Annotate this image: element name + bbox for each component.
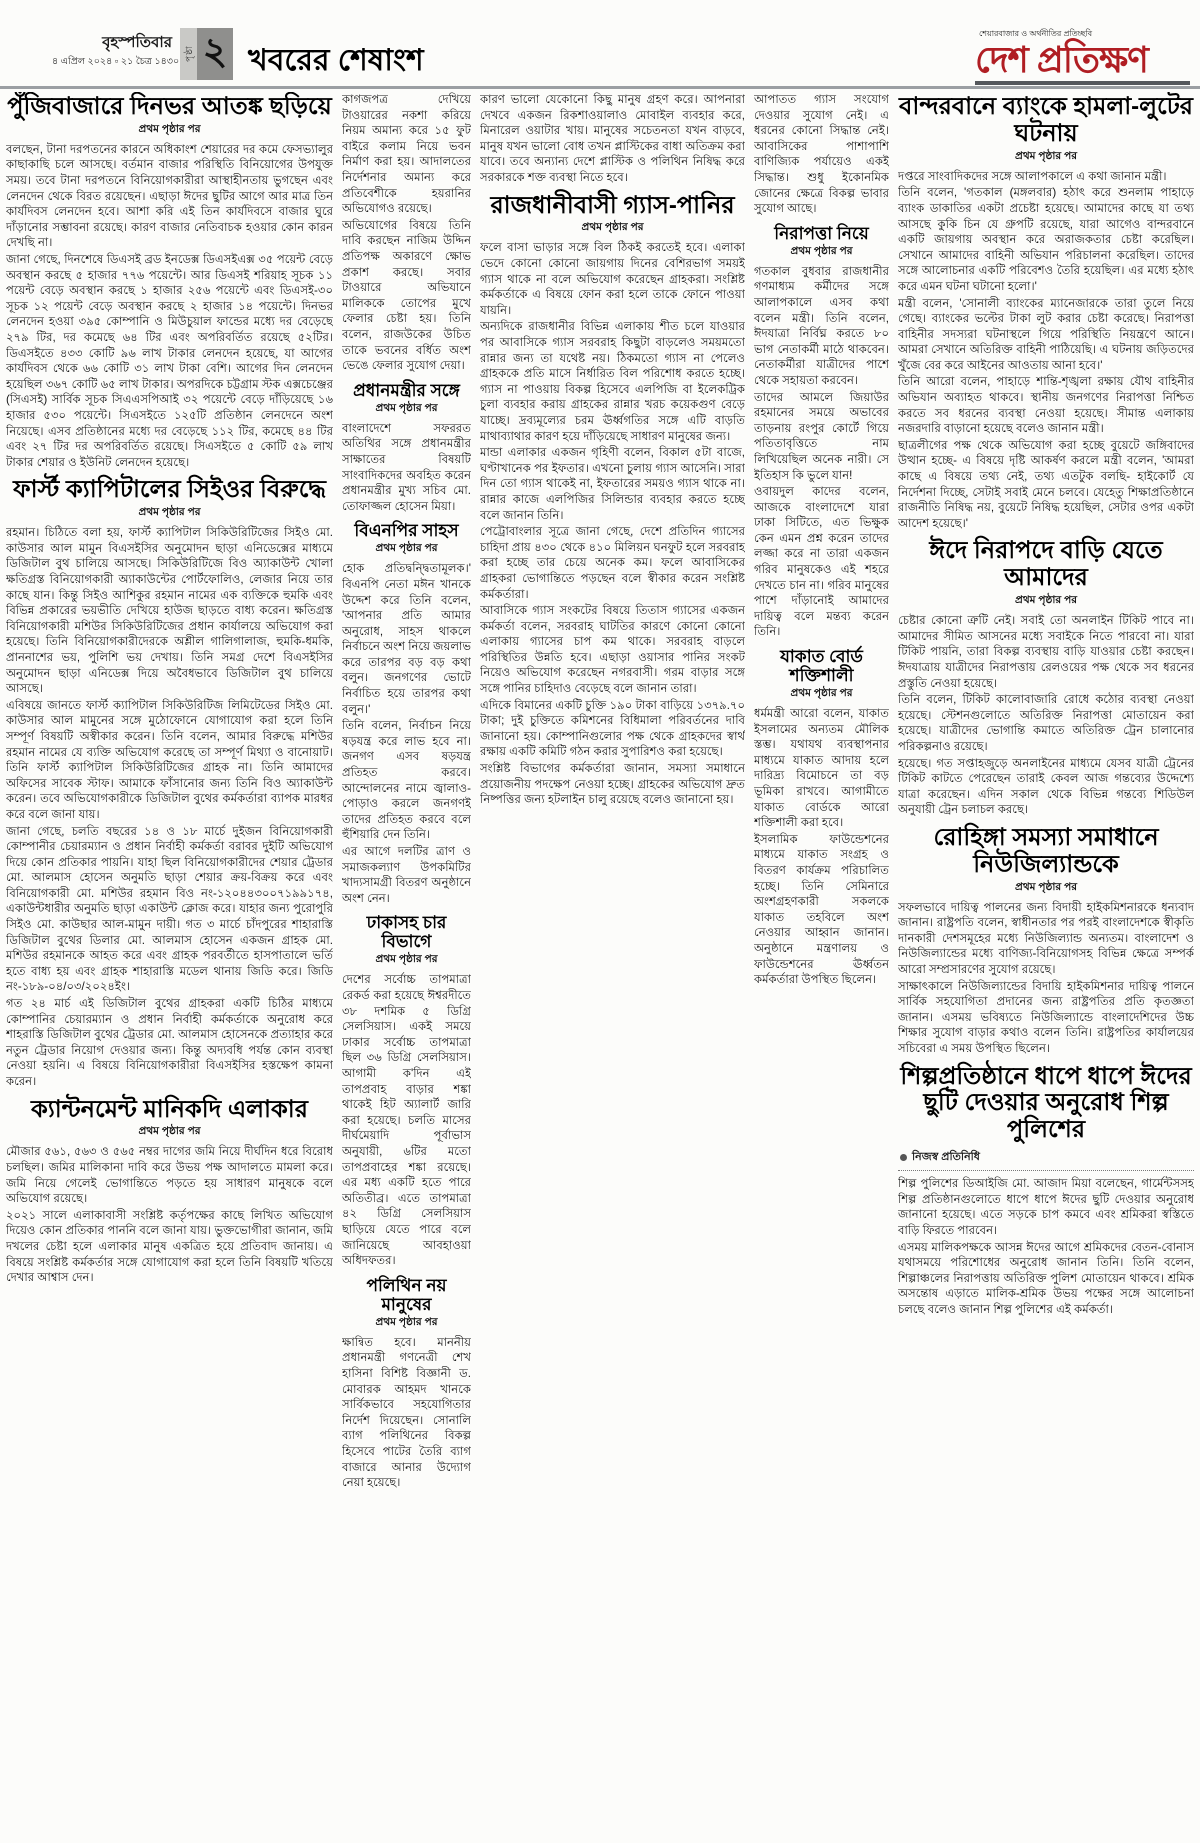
story-body (342, 1335, 471, 1491)
story-paragraph: আবাসিকে গ্যাস সংকটের বিষয়ে তিতাস গ্যাসের একজন কর্মকর্তা বলেন, সরবরাহ ঘাটতির কারণে কোনো কোনো এলাকায় গ্যাসের চাপ কম থাকে। সরবরাহ বাড়লে পরিস্থিতির উন্নতি হবে। এছাড়া ওয়াসার পানির সংকট নিয়েও অভিযোগ করেছেন নগরবাসী। গরম বাড়ার সঙ্গে সঙ্গে পানির চাহিদাও বেড়েছে বলে জানান তারা। (480, 604, 745, 696)
story-paragraph: জানা গেছে, চলতি বছরের ১৪ ও ১৮ মার্চে দুইজন বিনিয়োগকারী কোম্পানীর চেয়ারম্যান ও প্রধান নির্বাহী কর্মকর্তা বরাবর দুইটি অভিযোগ দিয়ে কোন প্রতিকার পায়নি। যাহা ছিল বিনিয়োগকারীদের শেয়ার ট্রেডার মো. আলমাস হোসেন অনুমতি ছাড়া শেয়ার ক্রয়-বিক্রয় করে এবং বিনিয়োগকারী মো. মশিউর রহমান বিও নং-১২০৪৪৩০০৭১৯৯১৭৪, একাউন্টধারীর অনুমতি ছাড়া একাউন্ট ক্লোজ করে। যাহার জন্য পুরোপুরি সিইও মো. কাউছার আল-মামুন দায়ী। গত ৩ মার্চে চাঁদপুরের শাহারাস্তি ডিজিটাল বুথের ডিলার মো. আলমাস হোসেন একজন গ্রাহক মো. মশিউর রহমানকে আহত করে এবং গ্রাহক পরবর্তীতে হাসপাতালে ভর্তি হতে বাধ্য হয় এবং গ্রাহক শাহারাস্তি মডেল থানায় জিডি করে। জিডি নং-১৮৯-০৪/০৩/২০২৪ইং। (6, 824, 333, 994)
continued-from-front-page-label: প্রথম পৃষ্ঠার পর (375, 401, 438, 414)
story-paragraph: এবিষয়ে জানতে ফার্স্ট ক্যাপিটাল সিকিউরিটিজ লিমিটেডের সিইও মো. কাউসার আল মামুনের সঙ্গে মুঠোফোনে যোগাযোগ করা হলে তিনি সম্পূর্ণ বিষয়টি অস্বীকার করেন। তিনি বলেন, আমার বিরুদ্ধে মশিউর রহমান নামের যে ব্যক্তি অভিযোগ করেছে তা সম্পূর্ণ মিথ্যা ও বানোয়াট। তিনি ফার্স্ট ক্যাপিটাল সিকিউরিটিজের গ্রাহক না। তিনি আমাদের অফিসের সাবেক স্টাফ। আমাকে ফাঁসানোর জন্য তিনি বিও অ্যাকাউন্ট করেন। তবে অভিযোগকারীকে ডিজিটাল বুথের কর্মকর্তারা ব্যাপক মারধর করে বলে জানা যায়। (6, 698, 333, 821)
page-number-tab (180, 28, 233, 80)
story-paragraph: এর আগে দলটির ত্রাণ ও সমাজকল্যাণ উপকমিটির খাদ্যসামগ্রী বিতরণ অনুষ্ঠানে অংশ নেন। (342, 845, 471, 905)
story-paragraph: ধর্মমন্ত্রী আরো বলেন, যাকাত ইসলামের অন্যতম মৌলিক স্তম্ভ। যথাযথ ব্যবস্থাপনার মাধ্যমে যাকাত আদায় হলে দারিদ্র্য বিমোচনে তা বড় ভূমিকা রাখবে। আগামীতে যাকাত বোর্ডকে আরো শক্তিশালী করা হবে। (754, 707, 889, 830)
story-headline: পুঁজিবাজারে দিনভর আতঙ্ক ছড়িয়ে (7, 93, 332, 120)
story-paragraph: এসময় মালিকপক্ষকে আসন্ন ঈদের আগে শ্রমিকদের বেতন-বোনাস যথাসময়ে পরিশোধের অনুরোধ জানান তিনি। তিনি বলেন, শিল্পাঞ্চলের নিরাপত্তায় অতিরিক্ত পুলিশ মোতায়েন থাকবে। শ্রমিক অসন্তোষ এড়াতে মালিক-শ্রমিক উভয় পক্ষের সঙ্গে আলোচনা চলছে বলেও জানান শিল্প পুলিশের এই কর্মকর্তা। (898, 1240, 1194, 1316)
story-headline: বান্দরবানে ব্যাংকে হামলা-লুটের ঘটনায় (899, 93, 1193, 147)
byline-bullet-icon (900, 1154, 907, 1161)
story (754, 647, 889, 988)
masthead-logo: দেশ প্রতিক্ষণ (975, 39, 1148, 80)
story (898, 538, 1194, 817)
masthead-underline (975, 81, 1190, 85)
page-tab-label: পৃষ্ঠা (180, 28, 197, 80)
story (6, 1097, 333, 1286)
story-body (6, 142, 333, 470)
story-paragraph: ছাত্রলীগের পক্ষ থেকে অভিযোগ করা হচ্ছে বুয়েটে জঙ্গিবাদের উত্থান হচ্ছে- এ বিষয়ে দৃষ্টি আকর্ষণ করলে মন্ত্রী বলেন, 'আমরা কাছে এ বিষয়ে তথ্য নেই, তথ্য এতটুক বলছি- হাইকোর্ট যে নির্দেশনা দিচ্ছে, সেটাই সবাই মেনে চলবে। যেহেতু শিক্ষাপ্রতিষ্ঠানে রাজনীতি নিষিদ্ধ নয়, বুয়েটে নিষিদ্ধ হয়েছিল, সেটার ওপর একটা আদেশ হয়েছে।' (898, 438, 1194, 530)
story-body (754, 706, 889, 988)
continued-from-front-page-label: প্রথম পৃষ্ঠার পর (581, 221, 644, 234)
section-title: খবরের শেষাংশ (248, 44, 424, 77)
story-paragraph: কারণ ভালো যেকোনো কিছু মানুষ গ্রহণ করে। আপনারা দেখবে একজন রিকশাওয়ালাও মোবাইল ব্যবহার করে, মিনারেল ওয়াটার খায়। মানুষের সচেতনতা যখন বাড়বে, মানুষ যখন ভালো বোধ তখন প্লাস্টিকের বাধা অতিক্রম করা যাবে। তবে অন্যান্য দেশে প্লাস্টিক ও পলিথিন নিষিদ্ধ করে সরকারকে শক্ত ব্যবস্থা নিতে হবে। (480, 93, 745, 184)
story-paragraph: দেশের সর্বোচ্চ তাপমাত্রা রেকর্ড করা হয়েছে ঈশ্বরদীতে ৩৮ দশমিক ৫ ডিগ্রি সেলসিয়াস। একই সময়ে ঢাকার সর্বোচ্চ তাপমাত্রা ছিল ৩৬ ডিগ্রি সেলসিয়াস। আগামী ক'দিন এই তাপপ্রবাহ বাড়ার শঙ্কা থাকেই হিট অ্যালার্ট জারি করা হয়েছে। চলতি মাসের দীর্ঘমেয়াদি পূর্বাভাস অনুযায়ী, ৬টির মতো তাপপ্রবাহের শঙ্কা রয়েছে। এর মধ্য একটি হতে পারে অতিতীব্র। এতে তাপমাত্রা ৪২ ডিগ্রি সেলসিয়াস ছাড়িয়ে যেতে পারে বলে জানিয়েছে আবহাওয়া অধিদফতর। (342, 973, 471, 1268)
story-headline: নিরাপত্তা নিয়ে (774, 223, 869, 243)
masthead-tagline: শেয়ারবাজার ও অর্থনীতির প্রতিচ্ছবি (979, 29, 1093, 38)
story-body (898, 613, 1194, 818)
reporter-label: নিজস্ব প্রতিনিধি (912, 1151, 980, 1164)
story-body (898, 169, 1194, 532)
date-block (52, 34, 180, 70)
story-paragraph: মান্ডা এলাকার একজন গৃহিণী বলেন, বিকাল ৫টা বাজে, ঘণ্টাখানেক পর ইফতার। এখনো চুলায় গ্যাস আসেনি। সারা দিন তো গ্যাস থাকেই না, ইফতারের সময়ও গ্যাস থাকে না। রান্নার কাজে এলপিজির সিলিন্ডার ব্যবহার করতে হচ্ছে বলে জানান তিনি। (480, 446, 745, 522)
continued-from-front-page-label: প্রথম পৃষ্ঠার পর (790, 687, 853, 700)
story-headline: শিল্পপ্রতিষ্ঠানে ধাপে ধাপে ঈদের ছুটি দেওয়ার অনুরোধ শিল্প পুলিশের (900, 1062, 1192, 1144)
story-paragraph: জানা গেছে, দিনশেষে ডিএসই ব্রড ইনডেক্স ডিএসইএক্স ৩৫ পয়েন্ট বেড়ে অবস্থান করছে ৫ হাজার ৭৭৬ পয়েন্টে। আর ডিএসই শরিয়াহ সূচক ১১ পয়েন্ট বেড়ে অবস্থান করছে ১ হাজার ২৫৬ পয়েন্টে এবং ডিএসই-৩০ সূচক ১২ পয়েন্ট বেড়ে অবস্থান করছে ২ হাজার ১৪ পয়েন্টে। দিনভর লেনদেন হওয়া ৩৯৫ কোম্পানি ও মিউচুয়াল ফান্ডের মধ্যে দর বেড়েছে ২৭৯ টির, দর কমেছে ৬৪ টির এবং অপরিবর্তিত রয়েছে ৫২টির। ডিএসইতে ৪৩৩ কোটি ৯৬ লাখ টাকার লেনদেন হয়েছে, যা আগের কার্যদিবস থেকে ৬৬ কোটি ৩১ লাখ টাকা বেশি। আগের দিন লেনদেন হয়েছিল ৩৬৭ কোটি ৬৫ লাখ টাকার। অপরদিকে চট্টগ্রাম স্টক এক্সচেঞ্জের (সিএসই) সার্বিক সূচক সিএএসপিআই ৩২ পয়েন্টে বেড়ে দাঁড়িয়েছে ১৬ হাজার ৫৩০ পয়েন্টে। সিএসইতে ১২৫টি প্রতিষ্ঠান লেনদেনে অংশ নিয়েছে। এসব প্রতিষ্ঠানের মধ্যে দর বেড়েছে ১১২ টির, কমেছে ৪৪ টির এবং ২৭ টির দর অপরিবর্তিত রয়েছে। সিএসইতে ৫ কোটি ৫৯ লাখ টাকার শেয়ার ও ইউনিট লেনদেন হয়েছে। (6, 253, 333, 469)
story (898, 825, 1194, 1057)
story-paragraph: শিল্প পুলিশের ডিআইজি মো. আজাদ মিয়া বলেছেন, গার্মেন্টসসহ শিল্প প্রতিষ্ঠানগুলোতে ধাপে ধাপে ঈদের ছুটি দেওয়ার অনুরোধ জানানো হয়েছে। এতে সড়কে চাপ কমবে এবং শ্রমিকরা স্বস্তিতে বাড়ি ফিরতে পারবেন। (898, 1177, 1194, 1237)
date-line: ৪ এপ্রিল ২০২৪ ▫ ২১ চৈত্র ১৪৩০ (52, 56, 180, 67)
story-headline: যাকাত বোর্ড শক্তিশালী (780, 647, 863, 686)
story-paragraph: তিনি বলেন, 'গতকাল (মঙ্গলবার) হঠাৎ করে শুনলাম পাহাড়ে ব্যাংক ডাকাতির একটা প্রচেষ্টা হয়েছে। আমাদের কাছে যা তথ্য আসছে কুকি চিন যে গ্রুপটি রয়েছে, যারা আগেও বান্দরবানে একটি জায়গায় অবস্থান করে অরাজকতার চেষ্টা করেছিল। সেখানে আমাদের বাহিনী অভিযান পরিচালনা করেছিল। তাদের সঙ্গে আলোচনার একটি পরিবেশও তৈরি হয়েছিল। এর মধ্যে হঠাৎ করে এমন ঘটনা ঘটানো হলো।' (898, 186, 1194, 293)
continuation-text (754, 92, 889, 217)
story-headline: ক্যান্টনমেন্ট মানিকদি এলাকার (31, 1095, 308, 1123)
masthead (975, 28, 1190, 85)
story-paragraph: তিনি আরো বলেন, পাহাড়ে শান্তি-শৃঙ্খলা রক্ষায় যৌথ বাহিনীর অভিযান অব্যাহত থাকবে। স্থানীয় জনগণের নিরাপত্তা নিশ্চিত করতে সব ধরনের ব্যবস্থা নেওয়া হয়েছে। সীমান্ত এলাকায় নজরদারি বাড়ানো হয়েছে বলেও জানান মন্ত্রী। (898, 375, 1194, 436)
page-header (0, 28, 1200, 86)
continuation-text (342, 92, 471, 374)
story-paragraph: আপাতত গ্যাস সংযোগ দেওয়ার সুযোগ নেই। এ ধরনের কোনো সিদ্ধান্ত নেই। আবাসিকের পাশাপাশি বাণিজ্যিক পর্যায়েও একই সিদ্ধান্ত। শুধু ইকোনমিক জোনের ক্ষেত্রে বিকল্প ভাবার সুযোগ আছে। (754, 93, 889, 216)
story-paragraph: ক্ষান্বিত হবে। মাননীয় প্রধানমন্ত্রী গণনেত্রী শেখ হাসিনা বিশিষ্ট বিজ্ঞানী ড. মোবারক আহমদ খানকে সার্বিকভাবে সহযোগিতার নির্দেশ দিয়েছেন। সোনালি ব্যাগ পলিথিনের বিকল্প হিসেবে পাটের তৈরি ব্যাগ বাজারে আনার উদ্যোগ নেয়া হয়েছে। (342, 1335, 471, 1490)
column-2 (342, 92, 471, 1843)
continued-from-front-page-label: প্রথম পৃষ্ঠার পর (138, 1125, 201, 1138)
story-body (342, 561, 471, 906)
story-paragraph: এদিকে বিমানের একটি চুক্তি ১৯০ টাকা বাড়িয়ে ১৩৭৯.৭০ টাকা; দুই চুক্তিতে কমিশনের বিধিমালা পরিবর্তনের দাবি জানানো হয়। কোম্পানিগুলোর পক্ষ থেকে গ্রাহকদের স্বার্থ রক্ষায় একটি কমিটি গঠন করার সুপারিশও করা হয়েছে। (480, 698, 745, 759)
story-headline: ঢাকাসহ চার বিভাগে (366, 913, 447, 952)
continued-from-front-page-label: প্রথম পৃষ্ঠার পর (138, 506, 201, 519)
continued-from-front-page-label: প্রথম পৃষ্ঠার পর (1015, 880, 1077, 893)
story-paragraph: অভিযোগের বিষয়ে তিনি দাবি করছেন নাজিম উদ্দিন প্রতিপক্ষ অকারণে ক্ষোভ প্রকাশ করছে। সবার টাওয়ারে অভিযানে মালিককে তোপের মুখে ফেলার চেষ্টা হয়। তিনি বলেন, রাজউকের উচিত তাকে ভবনের বর্ধিত অংশ ভেঙে ফেলার সুযোগ দেয়া। (342, 218, 471, 373)
story-paragraph: তিনি বলেন, নির্বাচন নিয়ে ষড়যন্ত্র করে লাভ হবে না। জনগণ এসব ষড়যন্ত্র প্রতিহত করবে। আন্দোলনের নামে জ্বালাও-পোড়াও করলে জনগণই তাদের প্রতিহত করবে বলে হুঁশিয়ারি দেন তিনি। (342, 719, 471, 842)
continued-from-front-page-label: প্রথম পৃষ্ঠার পর (790, 244, 853, 257)
header-rule (0, 86, 1200, 89)
story-body (6, 525, 333, 1089)
story-paragraph: গতকাল বুধবার রাজধানীর গণমাধ্যম কর্মীদের সঙ্গে আলাপকালে এসব কথা বলেন মন্ত্রী। তিনি বলেন, ঈদযাত্রা নির্বিঘ্ন করতে ৮০ ভাগ নেতাকর্মী মাঠে থাকবেন। নেতাকর্মীরা যাত্রীদের পাশে থেকে সহায়তা করবেন। (754, 264, 889, 387)
story-paragraph: ওবায়দুল কাদের বলেন, আজকে বাংলাদেশে যারা ঢাকা সিটিতে, এত ভিক্ষুক কেন এমন প্রশ্ন করেন তাদের লজ্জা করে না তারা একজন গরিব মানুষকেও এই শহরে দেখতে চান না। গরিব মানুষের পাশে দাঁড়ানোই আমাদের দায়িত্ব বলে মন্তব্য করেন তিনি। (754, 485, 889, 639)
story-paragraph: তাদের আমলে জিয়াউর রহমানের সময়ে অভাবের তাড়নায় রংপুর কোর্টে গিয়ে পতিতাবৃত্তিতে নাম লিখিয়েছিল অনেক নারী। সে ইতিহাস কি ভুলে যান! (754, 390, 889, 482)
story (342, 381, 471, 515)
continued-from-front-page-label: প্রথম পৃষ্ঠার পর (375, 542, 438, 555)
story-paragraph: ফলে বাসা ভাড়ার সঙ্গে বিল ঠিকই করতেই হবে। এলাকা ভেদে কোনো কোনো জায়গায় দিনের বেশিরভাগ সময়ই গ্যাস থাকে না বলে অভিযোগ করেছেন গ্রাহকরা। সংশ্লিষ্ট কর্মকর্তাকে এ বিষয়ে ফোন করা হলে তাকে ফোনে পাওয়া যায়নি। (480, 241, 745, 317)
story-paragraph: মন্ত্রী বলেন, 'সোনালী ব্যাংকের ম্যানেজারকে তারা তুলে নিয়ে গেছে। ব্যাংকের ভল্টের টাকা লুট করার চেষ্টা করেছে। নিরাপত্তা বাহিনীর সদস্যরা ঘটনাস্থলে গিয়ে পরিস্থিতি নিয়ন্ত্রণে আনে। আমরা সেখানে অতিরিক্ত বাহিনী পাঠিয়েছি। এ ঘটনায় জড়িতদের খুঁজে বের করে আইনের আওতায় আনা হবে।' (898, 296, 1194, 372)
story-paragraph: তিনি বলেন, টিকিট কালোবাজারি রোধে কঠোর ব্যবস্থা নেওয়া হয়েছে। স্টেশনগুলোতে অতিরিক্ত নিরাপত্তা মোতায়েন করা হয়েছে। যাত্রীদের ভোগান্তি কমাতে অতিরিক্ত ট্রেন চালানোর পরিকল্পনাও রয়েছে। (898, 693, 1194, 753)
story (342, 521, 471, 906)
story-body (480, 240, 745, 807)
story-paragraph: মৌজার ৫৬১, ৫৬৩ ও ৫৬৫ নম্বর দাগের জমি নিয়ে দীর্ঘদিন ধরে বিরোধ চলছিল। জমির মালিকানা দাবি করে উভয় পক্ষ আদালতে মামলা করে। জমি নিয়ে গেলেই ভোগান্তিতে পড়তে হয় সাধারণ মানুষকে বলে অভিযোগ রয়েছে। (6, 1145, 333, 1206)
story-paragraph: পেট্রোবাংলার সূত্রে জানা গেছে, দেশে প্রতিদিন গ্যাসের চাহিদা প্রায় ৪৩০ থেকে ৪১০ মিলিয়ন ঘনফুট হলে সরবরাহ করা হচ্ছে তার চেয়ে অনেক কম। ফলে আবাসিকের গ্রাহকরা ভোগান্তিতে পড়ছেন বলে স্বীকার করেন সংশ্লিষ্ট কর্মকর্তারা। (480, 525, 745, 601)
byline-divider (898, 1170, 1194, 1171)
column-1 (6, 92, 333, 1843)
story-paragraph: বাংলাদেশে সফররত অতিথির সঙ্গে প্রধানমন্ত্রীর সাক্ষাতের বিষয়টি সাংবাদিকদের অবহিত করেন প্রধানমন্ত্রীর মুখ্য সচিব মো. তোফাজ্জল হোসেন মিয়া। (342, 421, 471, 513)
story (6, 94, 333, 470)
story-paragraph: হোক প্রতিদ্বন্দ্বিতামূলক।' বিএনপি নেতা মঈন খানকে উদ্দেশ করে তিনি বলেন, 'আপনার প্রতি আমার অনুরোধ, সাহস থাকলে নির্বাচনে অংশ নিয়ে জয়লাভ করে তারপর বড় বড় কথা বলুন। জনগণের ভোটে নির্বাচিত হয়ে তারপর কথা বলুন।' (342, 562, 471, 716)
continued-from-front-page-label: প্রথম পৃষ্ঠার পর (138, 122, 201, 135)
story-headline: ঈদে নিরাপদে বাড়ি যেতে আমাদের (929, 537, 1163, 592)
story-paragraph: ২০২১ সালে এলাকাবাসী সংশ্লিষ্ট কর্তৃপক্ষের কাছে লিখিত অভিযোগ দিয়েও কোন প্রতিকার পাননি বলে জানা যায়। ভুক্তভোগীরা জানান, জমি দখলের চেষ্টা হলে এলাকার মানুষ একত্রিত হয়ে প্রতিবাদ জানায়। এ বিষয়ে সংশ্লিষ্ট কর্মকর্তার সঙ্গে যোগাযোগ করা হলে তিনি বিষয়টি খতিয়ে দেখার আশ্বাস দেন। (6, 1208, 333, 1285)
story (480, 193, 745, 808)
story-headline: পলিথিন নয় মানুষের (366, 1275, 447, 1314)
continued-from-front-page-label: প্রথম পৃষ্ঠার পর (1015, 149, 1077, 162)
story-body (754, 92, 889, 217)
story (898, 94, 1194, 531)
story-paragraph: সাক্ষাৎকালে নিউজিল্যান্ডের বিদায়ি হাইকমিশনার দায়িত্ব পালনে সার্বিক সহযোগিতা প্রদানের জন্য রাষ্ট্রপতির প্রতি কৃতজ্ঞতা জানান। এসময় ভবিষ্যতে নিউজিল্যান্ডে বাংলাদেশিদের উচ্চ শিক্ষার সুযোগ বাড়ার কথাও বলেন তিনি। রাষ্ট্রপতির কার্যালয়ের সচিবেরা এ সময় উপস্থিত ছিলেন। (898, 979, 1194, 1055)
weekday-label: বৃহস্পতিবার (102, 34, 172, 51)
story-paragraph: চেষ্টার কোনো ত্রুটি নেই। সবাই তো অনলাইন টিকিট পাবে না। আমাদের সীমিত আসনের মধ্যে সবাইকে নিতে পারবো না। যারা টিকিট পায়নি, তারা বিকল্প ব্যবস্থায় বাড়ি যাওয়ার চেষ্টা করছেন। ঈদযাত্রায় যাত্রীদের নিরাপত্তায় রেলওয়ের পক্ষ থেকে সব ধরনের প্রস্তুতি নেওয়া হয়েছে। (898, 614, 1194, 690)
story (342, 913, 471, 1268)
story-paragraph: সংশ্লিষ্ট বিভাগের কর্মকর্তারা জানান, সমস্যা সমাধানে প্রয়োজনীয় পদক্ষেপ নেওয়া হচ্ছে। গ্রাহকের অভিযোগ দ্রুত নিষ্পত্তির জন্য হটলাইন চালু রয়েছে বলেও জানানো হয়। (480, 762, 745, 807)
story-paragraph: সফলভাবে দায়িত্ব পালনের জন্য বিদায়ী হাইকমিশনারকে ধন্যবাদ জানান। রাষ্ট্রপতি বলেন, স্বাধীনতার পর পরই বাংলাদেশকে স্বীকৃতি দানকারী দেশসমূহের মধ্যে নিউজিল্যান্ড অন্যতম। বাংলাদেশ ও নিউজিল্যান্ডের মধ্যে বাণিজ্য-বিনিয়োগসহ বিভিন্ন ক্ষেত্রে সম্পর্ক আরো সম্প্রসারণের সুযোগ রয়েছে। (898, 900, 1194, 976)
story-headline: রাজধানীবাসী গ্যাস-পানির (490, 191, 735, 219)
story-paragraph: রহমান। চিঠিতে বলা হয়, ফার্স্ট ক্যাপিটাল সিকিউরিটিজের সিইও মো. কাউসার আল মামুন বিএসইসির অনুমোদন ছাড়া এনিডেক্সের মাধ্যমে ডিজিটাল বুথ চালিয়ে আসছে। সিকিউরিটিজে বিও অ্যাকাউন্ট খোলা ক্ষতিগ্রস্ত বিনিয়োগকারী অ্যাকাউন্টের পোর্টফোলিও, লেজার নিয়ে তার কাছে যান। কিন্তু সিইও আশিকুর রহমান নামের এক ব্যক্তিকে হুমকি এবং বিভিন্ন প্রকারের ভয়ভীতি দেখিয়ে হাউজ ছাড়তে বাধ্য করেন। ক্ষতিগ্রস্ত বিনিয়োগকারী মশিউর সিকিউরিটিজের প্রধান কার্যালয়ে অভিযোগ করা হয়েছে। তিনি বিনিয়োগকারীদেরকে অশ্লীল গালিগালাজ, হুমকি-ধমকি, প্রাননাশের ভয়, পুলিশি ভয় দেখায়। তিনি সমগ্র দেশে বিএসইসির অনুমোদন ছাড়া এনিডেক্স দিয়ে অবৈধভাবে ডিজিটাল বুথ চালিয়ে আসছে। (6, 526, 333, 696)
page-number: ২ (197, 28, 233, 80)
story-paragraph: ইসলামিক ফাউন্ডেশনের মাধ্যমে যাকাত সংগ্রহ ও বিতরণ কার্যক্রম পরিচালিত হচ্ছে। তিনি সেমিনারে অংশগ্রহণকারী সকলকে যাকাত তহবিলে অংশ নেওয়ার আহ্বান জানান। অনুষ্ঠানে মন্ত্রণালয় ও ফাউন্ডেশনের ঊর্ধ্বতন কর্মকর্তারা উপস্থিত ছিলেন। (754, 832, 889, 987)
story-paragraph: বলছেন, টানা দরপতনের কারনে অধিকাংশ শেয়ারের দর কমে ফেসভ্যালুর কাছাকাছি চলে আসছে। বর্তমান বাজার পরিস্থিতি বিনিয়োগের উপযুক্ত সময়। তবে টানা দরপতনে বিনিয়োগকারীরা আস্থাহীনতায় ভুগছেন এবং লেনদেন থেকে বিরত রয়েছেন। এছাড়া ঈদের ছুটির আগে আর মাত্র তিন কার্যদিবস লেনদেন হবে। আশা করি এই তিন কার্যদিবসে বাজার ঘুরে দাঁড়ানোর সম্ভাবনা রয়েছে। কারণ বাজার নেতিবাচক হওয়ার কোন কারন দেখছি না। (6, 142, 333, 250)
story-body (342, 92, 471, 374)
continued-from-front-page-label: প্রথম পৃষ্ঠার পর (1015, 594, 1077, 607)
story-paragraph: কাগজপত্র দেখিয়ে টাওয়ারের নকশা করিয়ে নিয়ম অমান্য করে ১৫ ফুট বাইরে কলাম নিয়ে ভবন নির্মাণ করা হয়। আদালতের নির্দেশনার অমান্য করে প্রতিবেশীকে হয়রানির অভিযোগও রয়েছে। (342, 93, 471, 216)
story-body (898, 1176, 1194, 1317)
story-paragraph: অন্যদিকে রাজধানীর বিভিন্ন এলাকায় শীত চলে যাওয়ার পর আবাসিকে গ্যাস সরবরাহ কিছুটা বাড়লেও সময়মতো রান্নার জন্য তা যথেষ্ট নয়। ঠিকমতো গ্যাস না পেলেও গ্রাহককে প্রতি মাসে নির্ধারিত বিল পরিশোধ করতে হচ্ছে। গ্যাস না পাওয়ায় বিকল্প হিসেবে এলপিজি বা ইলেকট্রিক চুলা ব্যবহার করায় গ্রাহকের রান্নার খরচ কয়েকগুণ বেড়ে যাচ্ছে। দ্রব্যমূল্যের চরম ঊর্ধ্বগতির সঙ্গে এটি বাড়তি মাথাব্যাথার কারণ হয়ে দাঁড়িয়েছে সাধারণ মানুষের জন্য। (480, 320, 745, 443)
byline (900, 1148, 1194, 1167)
story (6, 477, 333, 1089)
story-body (342, 421, 471, 515)
story-paragraph: হয়েছে। গত সপ্তাহজুড়ে অনলাইনের মাধ্যমে যেসব যাত্রী ট্রেনের টিকিট কাটতে পেরেছেন তারাই কেবল আজ গন্তব্যের উদ্দেশ্যে যাত্রা করেছেন। এদিন সকাল থেকে বিভিন্ন গন্তব্যে শিডিউল অনুযায়ী ট্রেন চলাচল করছে। (898, 756, 1194, 817)
column-3 (480, 92, 745, 1843)
story-body (754, 264, 889, 640)
story-body (898, 900, 1194, 1057)
continued-from-front-page-label: প্রথম পৃষ্ঠার পর (375, 953, 438, 966)
story-paragraph: দপ্তরে সাংবাদিকদের সঙ্গে আলাপকালে এ কথা জানান মন্ত্রী। (898, 169, 1167, 183)
story (898, 1064, 1194, 1318)
story-body (342, 972, 471, 1268)
story-headline: প্রধানমন্ত্রীর সঙ্গে (353, 380, 460, 400)
column-4 (754, 92, 889, 1843)
story-headline: ফার্স্ট ক্যাপিটালের সিইওর বিরুদ্ধে (13, 476, 326, 504)
story-paragraph: গত ২৪ মার্চ এই ডিজিটাল বুথের গ্রাহকরা একটি চিঠির মাধ্যমে কোম্পানির চেয়ারম্যান ও প্রধান নির্বাহী কর্মকর্তাকে অনুরোধ করে শাহরাস্তি ডিজিটাল বুথের ট্রেডার মো. আলমাস হোসেনকে প্রত্যাহার করে নতুন ট্রেডার নিয়োগ দেওয়ার জন্য। কিন্তু অদ্যবধি পর্যন্ত কোন ব্যবস্থা নেওয়া হয়নি। এ বিষয়ে বিনিয়োগকারীরা বিএসইসির হস্তক্ষেপ কামনা করেন। (6, 997, 333, 1088)
story-body (480, 92, 745, 186)
column-5 (898, 92, 1194, 1843)
continuation-text (480, 92, 745, 186)
story (342, 1276, 471, 1491)
page-columns (6, 92, 1194, 1843)
continued-from-front-page-label: প্রথম পৃষ্ঠার পর (375, 1315, 438, 1328)
story-headline: বিএনপির সাহস (354, 521, 459, 541)
story-headline: রোহিঙ্গা সমস্যা সমাধানে নিউজিল্যান্ডকে (933, 823, 1159, 878)
story (754, 224, 889, 640)
story-body (6, 1144, 333, 1285)
